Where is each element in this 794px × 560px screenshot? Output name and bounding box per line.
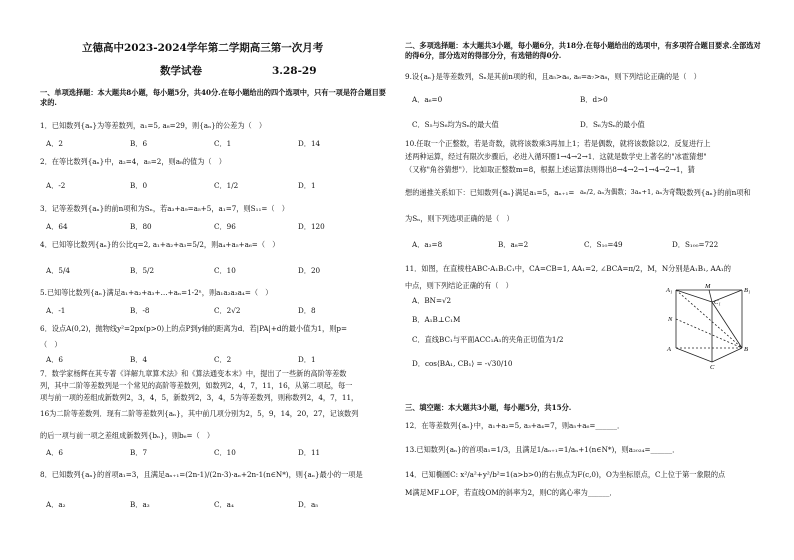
q1-option-d: D．14 — [298, 139, 321, 148]
q7-line5: 的后一项与前一项之差组成新数列{bₙ}，则b₆=（ ） — [40, 431, 215, 440]
q3-option-c: C．96 — [214, 222, 236, 231]
q2-option-b: B．0 — [130, 181, 148, 190]
q10-line1: 10.任取一个正整数，若是奇数，就将该数乘3再加上1；若是偶数，就将该数除以2．反复进行上 — [405, 139, 711, 148]
q6-option-d: D．1 — [298, 355, 316, 364]
q12-stem: 12．在等差数列{aₙ}中，a₁+a₂=5, a₃+a₄=7，则a₅+a₆=______． — [405, 421, 625, 430]
q8-option-a: A．a₂ — [46, 500, 66, 509]
q3-option-b: B．80 — [130, 222, 152, 231]
q10-option-d: D．S₁₀₀=722 — [672, 240, 719, 249]
q6-paren: （ ） — [40, 340, 62, 349]
q10-option-a: A．a₃=8 — [412, 240, 443, 249]
q7-option-a: A．6 — [46, 448, 63, 457]
q11-option-a: A．BN=√2 — [412, 296, 452, 305]
q3-option-d: D．120 — [298, 222, 325, 231]
q5-option-d: D．8 — [298, 306, 316, 315]
label-c1: C₁ — [714, 299, 721, 306]
q5-option-a: A．-1 — [46, 306, 66, 315]
q7-option-d: D．11 — [298, 448, 321, 457]
q6-option-c: C．2 — [214, 355, 232, 364]
prism-figure — [664, 284, 774, 370]
q4-option-a: A．5/4 — [46, 266, 70, 275]
section1-title: 一、单项选择题：本大题共8小题，每小题5分，共40分.在每小题给出的四个选项中，只有一项是符合题目要求的. — [40, 88, 386, 107]
section3-title: 三、填空题：本大题共3小题，每小题5分，共15分. — [405, 403, 572, 412]
q1-option-b: B．6 — [130, 139, 148, 148]
exam-date: 3.28-29 — [272, 65, 317, 77]
q7-option-c: C．10 — [214, 448, 236, 457]
exam-title: 立德高中2023-2024学年第二学期高三第一次月考 — [82, 42, 324, 54]
q2-option-a: A．-2 — [46, 181, 66, 190]
q10-option-c: C．S₁₀=49 — [584, 240, 623, 249]
q5-option-b: B．-8 — [130, 306, 150, 315]
q6-option-a: A．6 — [46, 355, 63, 364]
section2-title: 二、多项选择题：本大题共3小题，每小题6分，共18分.在每小题给出的选项中，有多项符合题目要求.全部选对的得6分，部分选对的得部分分，有选错的得0分. — [405, 41, 761, 60]
label-b: B — [744, 346, 748, 353]
q2-stem: 2．在等比数列{aₙ}中，a₂=4，a₅=2，则a₈的值为（ ） — [40, 157, 226, 166]
q4-option-c: C．10 — [214, 266, 236, 275]
label-n: N — [668, 316, 673, 323]
q1-option-a: A．2 — [46, 139, 63, 148]
q14-line1: 14．已知椭圆C: x²/a²+y²/b²=1(a>b>0)的右焦点为F(c,0)，O为坐标原点，C上位于第一象限的点 — [405, 470, 726, 479]
q8-option-c: C．a₄ — [214, 500, 234, 509]
label-b1: B₁ — [744, 287, 751, 294]
q14-line2: M满足MF⊥OF，若直线OM的斜率为2，则C的离心率为______． — [405, 488, 617, 497]
q10-line3: （又称"角谷猜想"）．比如取正整数m=8，根据上述运算法则得出8→4→2→1→4→2→1，猜 — [405, 165, 695, 174]
q13-stem: 13.已知数列{aₙ}的首项a₁=1/3，且满足1/aₙ₊₁=1/aₙ+1(n∈N*)，则a₂₀₂₄=______． — [405, 445, 680, 454]
q6-option-b: B．4 — [130, 355, 148, 364]
q3-option-a: A．64 — [46, 222, 68, 231]
q1-stem: 1．已知数列{aₙ}为等差数列，a₁=5, a₈=29，则{aₙ}的公差为（ ） — [40, 121, 267, 130]
q7-line4: 16为二阶等差数列．现有二阶等差数列{aₙ}，其中前几项分别为2，5，9，14，20，27，记该数列 — [40, 409, 359, 418]
q8-option-d: D．a₅ — [298, 500, 319, 509]
q9-option-c: C．S₅与S₆均为Sₙ的最大值 — [412, 120, 499, 129]
q7-line3: 项与前一项的差组成新数列2，3，4，5，新数列2，3，4，5为等差数列，则称数列2，4，7，11， — [40, 393, 359, 402]
q6-stem: 6．设点A(0,2)，抛物线y²=2px(p>0)上的点P到y轴的距离为d．若|PA|+d的最小值为1，则p= — [40, 324, 348, 333]
label-c: C — [710, 364, 715, 370]
q11-option-c: C．直线BC₁与平面ACC₁A₁的夹角正切值为1/2 — [412, 335, 564, 344]
q8-stem: 8．已知数列{aₙ}的首项a₁=3，且满足aₙ₊₁=(2n-1)/(2n-3)·aₙ+2n-1(n∈N*)，则{aₙ}最小的一项是 — [40, 470, 363, 479]
label-a1: A₁ — [666, 287, 673, 294]
q10-piecewise: aₙ/2, aₙ为偶数；3aₙ+1, aₙ为奇数 — [580, 188, 683, 196]
q11-line1: 11．如图，在直棱柱ABC-A₁B₁C₁中，CA=CB=1, AA₁=2, ∠BCA=π/2，M，N分别是A₁B₁, AA₁的 — [405, 264, 731, 273]
q2-option-c: C．1/2 — [214, 181, 239, 190]
q10-line5: 为Sₙ，则下列选项正确的是（ ） — [405, 214, 514, 223]
q10-line4a: 想的递推关系如下：已知数列{aₙ}满足a₁=5，aₙ₊₁= — [405, 188, 575, 197]
q11-option-d: D．cos⟨BA₁, CB₁⟩ = -√30/10 — [412, 359, 513, 368]
q5-stem: 5.已知等比数列{aₙ}满足a₁+a₂+a₃+…+aₙ=1-2ⁿ，则a₁a₂a₃a₄=（ ） — [40, 288, 273, 297]
q9-stem: 9.设{aₙ}是等差数列，Sₙ是其前n项的和，且a₅>a₆, a₆=a₇>a₈，则下列结论正确的是（ ） — [405, 72, 701, 81]
q10-line4c: ，设数列{aₙ}的前n项和 — [672, 188, 751, 197]
q2-option-d: D．1 — [298, 181, 316, 190]
q9-option-a: A．a₆=0 — [412, 95, 443, 104]
exam-subject: 数学试卷 — [160, 65, 202, 77]
q11-option-b: B．A₁B⊥C₁M — [412, 315, 461, 324]
q10-option-b: B．a₈=2 — [498, 240, 529, 249]
q1-option-c: C．1 — [214, 139, 232, 148]
label-m: M — [705, 284, 711, 290]
q4-option-d: D．20 — [298, 266, 321, 275]
q7-line2: 列，其中二阶等差数列是一个常见的高阶等差数列，如数列2，4，7，11，16，从第二项起，每一 — [40, 381, 353, 390]
q5-option-c: C．2√2 — [214, 306, 241, 315]
q7-option-b: B．7 — [130, 448, 148, 457]
q10-line2: 述两种运算，经过有限次步骤后，必进入循环圈1→4→2→1．这就是数学史上著名的"冰雹猜想" — [405, 152, 707, 161]
q4-stem: 4．已知等比数列{aₙ}的公比q=2, a₁+a₂+a₃=5/2，则a₄+a₅+a₆=（ ） — [40, 240, 280, 249]
q9-option-d: D．S₆为Sₙ的最小值 — [580, 120, 645, 129]
q7-line1: 7．数学家杨辉在其专著《详解九章算术法》和《算法通变本末》中，提出了一些新的高阶等差数 — [40, 369, 347, 378]
q3-stem: 3．记等差数列{aₙ}的前n项和为Sₙ，若a₃+a₉=a₅+5，a₁=7，则S₁₁=（ ） — [40, 204, 289, 213]
q4-option-b: B．5/2 — [130, 266, 155, 275]
q8-option-b: B．a₃ — [130, 500, 150, 509]
label-a: A — [667, 346, 671, 353]
q11-line2: 中点，则下列结论正确的有（ ） — [405, 281, 513, 290]
q9-option-b: B．d>0 — [580, 95, 608, 104]
